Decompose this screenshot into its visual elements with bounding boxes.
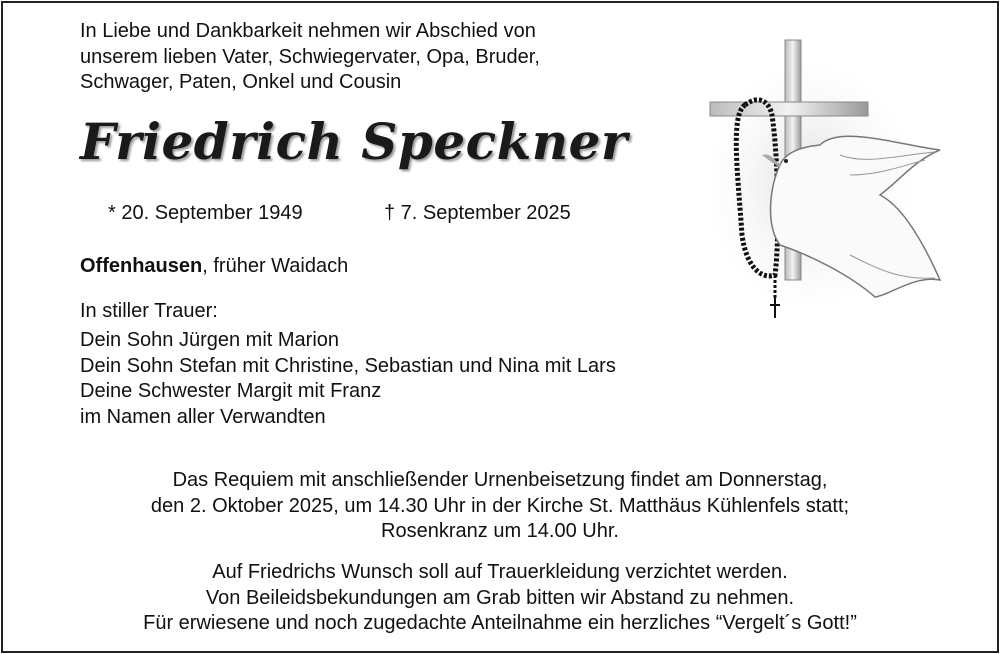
intro-line: In Liebe und Dankbarkeit nehmen wir Abschied von xyxy=(80,20,536,42)
closing-text xyxy=(0,560,1000,637)
intro-text xyxy=(80,19,540,96)
deceased-name: Friedrich Speckner xyxy=(80,112,628,171)
birth-date: * 20. September 1949 xyxy=(108,202,303,224)
mourners-list xyxy=(80,328,616,430)
death-date: † 7. September 2025 xyxy=(384,202,571,224)
mourner: im Namen aller Verwandten xyxy=(80,405,326,428)
closing-line: Von Beileidsbekundungen am Grab bitten wir Abstand zu nehmen. xyxy=(205,586,795,609)
service-line: den 2. Oktober 2025, um 14.30 Uhr in der Kirche St. Matthäus Kühlenfels statt; xyxy=(150,494,850,517)
closing-line: Für erwiesene und noch zugedachte Anteilnahme ein herzliches “Vergelt´s Gott!” xyxy=(143,612,857,634)
mourning-heading: In stiller Trauer: xyxy=(80,300,218,322)
service-line: Das Requiem mit anschließender Urnenbeisetzung findet am Donnerstag, xyxy=(172,469,828,491)
service-info xyxy=(0,468,1000,545)
mourner: Dein Sohn Stefan mit Christine, Sebastian und Nina mit Lars xyxy=(80,354,616,377)
mourner: Deine Schwester Margit mit Franz xyxy=(80,380,382,402)
intro-line: unserem lieben Vater, Schwiegervater, Opa, Bruder, xyxy=(80,45,540,68)
mourner: Dein Sohn Jürgen mit Marion xyxy=(80,329,340,351)
small-cross-icon xyxy=(770,298,780,318)
place-former: , früher Waidach xyxy=(202,255,349,277)
service-line: Rosenkranz um 14.00 Uhr. xyxy=(381,520,619,542)
intro-line: Schwager, Paten, Onkel und Cousin xyxy=(80,71,402,93)
place-name: Offenhausen xyxy=(80,255,203,277)
place xyxy=(80,254,348,280)
closing-line: Auf Friedrichs Wunsch soll auf Trauerkleidung verzichtet werden. xyxy=(212,561,788,583)
cross-rosary-dove-image xyxy=(700,35,950,325)
